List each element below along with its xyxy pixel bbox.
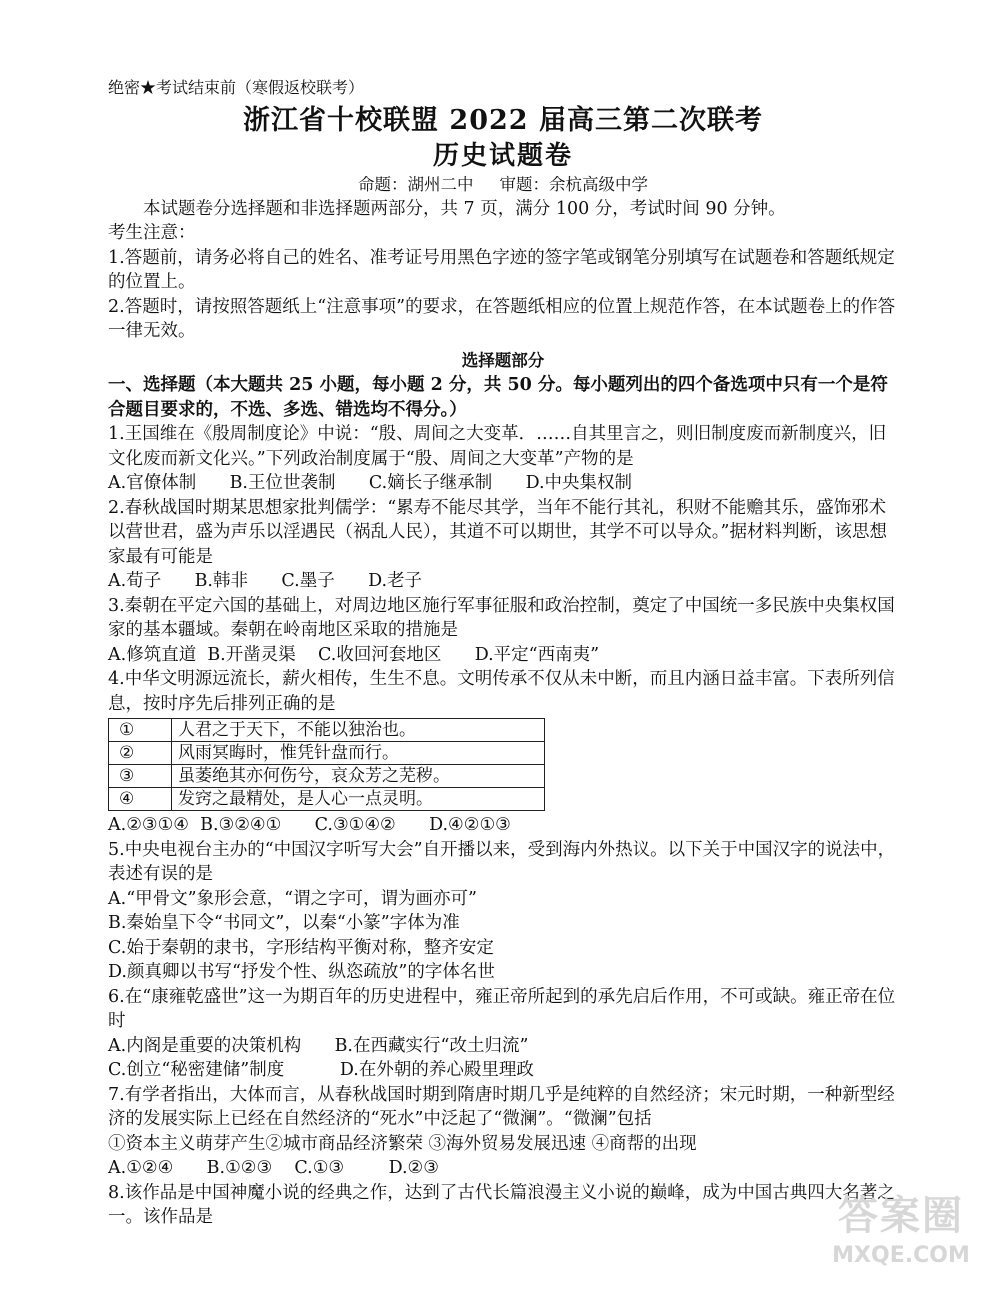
table-cell-number: ③: [109, 765, 172, 788]
question-3-stem: 3.秦朝在平定六国的基础上，对周边地区施行军事征服和政治控制，奠定了中国统一多民族中央集权国家的基本疆域。秦朝在岭南地区采取的措施是: [108, 595, 895, 640]
exam-subtitle: 历史试题卷: [432, 140, 573, 171]
question-3-options: A.修筑直道 B.开凿灵渠 C.收回河套地区 D.平定“西南夷”: [108, 644, 600, 665]
table-cell-text: 风雨冥晦时，惟凭针盘而行。: [172, 742, 545, 765]
question-1-stem: 1.王国维在《殷周制度论》中说：“殷、周间之大变革．……自其里言之，则旧制度废而新制度兴，旧文化废而新文化兴。”下列政治制度属于“殷、周间之大变革”产物的是: [108, 424, 887, 469]
question-5-option-c: C.始于秦朝的隶书，字形结构平衡对称，整齐安定: [108, 937, 494, 958]
question-5-option-d: D.颜真卿以书写“抒发个性、纵恣疏放”的字体名世: [108, 962, 495, 982]
watermark-url: MXQE.COM: [832, 1243, 970, 1268]
question-7-stem: 7.有学者指出，大体而言，从春秋战国时期到隋唐时期几乎是纯粹的自然经济；宋元时期，一种新型经济的发展实际上已经在自然经济的“死水”中泛起了“微澜”。“微澜”包括: [108, 1084, 895, 1129]
question-2-options: A.荀子 B.韩非 C.墨子 D.老子: [108, 571, 423, 591]
exam-title: 浙江省十校联盟 2022 届高三第二次联考: [243, 104, 763, 136]
question-7-options: A.①②④ B.①②③ C.①③ D.②③: [108, 1158, 439, 1178]
notice-item-2: 2.答题时，请按照答题纸上“注意事项”的要求，在答题纸相应的位置上规范作答，在本试题卷上的作答一律无效。: [108, 296, 896, 341]
question-6-stem: 6.在“康雍乾盛世”这一为期百年的历史进程中，雍正帝所起到的承先启后作用，不可或缺。雍正帝在位时: [108, 986, 896, 1031]
table-cell-number: ④: [109, 788, 172, 811]
table-row: [109, 719, 545, 742]
section-title: 选择题部分: [461, 350, 545, 370]
question-5-stem: 5.中央电视台主办的“中国汉字听写大会”自开播以来，受到海内外热议。以下关于中国汉字的说法中，表述有误的是: [108, 839, 896, 884]
exam-intro: 本试题卷分选择题和非选择题两部分，共 7 页，满分 100 分，考试时间 90 分钟。: [143, 198, 786, 219]
table-row: [109, 742, 545, 765]
question-2-stem: 2.春秋战国时期某思想家批判儒学：“累寿不能尽其学，当年不能行其礼，积财不能赡其乐，盛饰邪术以营世君，盛为声乐以淫遇民（祸乱人民），其道不可以期世，其学不可以导众。”据材料判断，该思想家最有可能是: [108, 497, 887, 567]
question-1-options: A.官僚体制 B.王位世袭制 C.嫡长子继承制 D.中央集权制: [108, 473, 633, 493]
table-cell-text: 发窍之最精处，是人心一点灵明。: [172, 788, 545, 811]
question-5-option-b: B.秦始皇下令“书同文”，以秦“小篆”字体为准: [108, 913, 460, 933]
notice-item-1: 1.答题前，请务必将自己的姓名、准考证号用黑色字迹的签字笔或钢笔分别填写在试题卷和答题纸规定的位置上。: [108, 247, 895, 292]
table-cell-text: 人君之于天下，不能以独治也。: [172, 719, 545, 742]
question-4-options: A.②③①④ B.③②④① C.③①④② D.④②①③: [108, 815, 511, 835]
table-cell-text: 虽萎绝其亦何伤兮，哀众芳之芜秽。: [172, 765, 545, 788]
table-row: [109, 788, 545, 811]
part-one-heading: 一、选择题（本大题共 25 小题，每小题 2 分，共 50 分。每小题列出的四个备选项中只有一个是符合题目要求的，不选、多选、错选均不得分。）: [108, 375, 888, 420]
confidential-note: 绝密★考试结束前（寒假返校联考）: [108, 78, 365, 97]
reviewer-text: 审题：余杭高级中学: [499, 174, 648, 194]
question-6-options-row-1: A.内阁是重要的决策机构 B.在西藏实行“改土归流”: [108, 1035, 529, 1056]
authors-line: [108, 173, 898, 197]
table-row: [109, 765, 545, 788]
question-4-table: [108, 718, 545, 811]
question-8-stem: 8.该作品是中国神魔小说的经典之作，达到了古代长篇浪漫主义小说的巅峰，成为中国古典四大名著之一。该作品是: [108, 1182, 895, 1227]
table-cell-number: ①: [109, 719, 172, 742]
table-cell-number: ②: [109, 742, 172, 765]
watermark-logo: 答案圈: [838, 1193, 964, 1239]
question-7-items: ①资本主义萌芽产生②城市商品经济繁荣 ③海外贸易发展迅速 ④商帮的出现: [108, 1133, 697, 1154]
question-5-option-a: A.“甲骨文”象形会意，“谓之字可，谓为画亦可”: [108, 888, 477, 909]
setter-text: 命题：湖州二中: [358, 174, 474, 194]
question-6-options-row-2: C.创立“秘密建储”制度 D.在外朝的养心殿里理政: [108, 1060, 534, 1080]
site-watermark: [816, 1190, 986, 1282]
notice-heading: 考生注意：: [108, 223, 196, 243]
question-4-stem: 4.中华文明源远流长，薪火相传，生生不息。文明传承不仅从未中断，而且内涵日益丰富。下表所列信息，按时序先后排列正确的是: [108, 669, 895, 714]
exam-page: [108, 76, 898, 1230]
